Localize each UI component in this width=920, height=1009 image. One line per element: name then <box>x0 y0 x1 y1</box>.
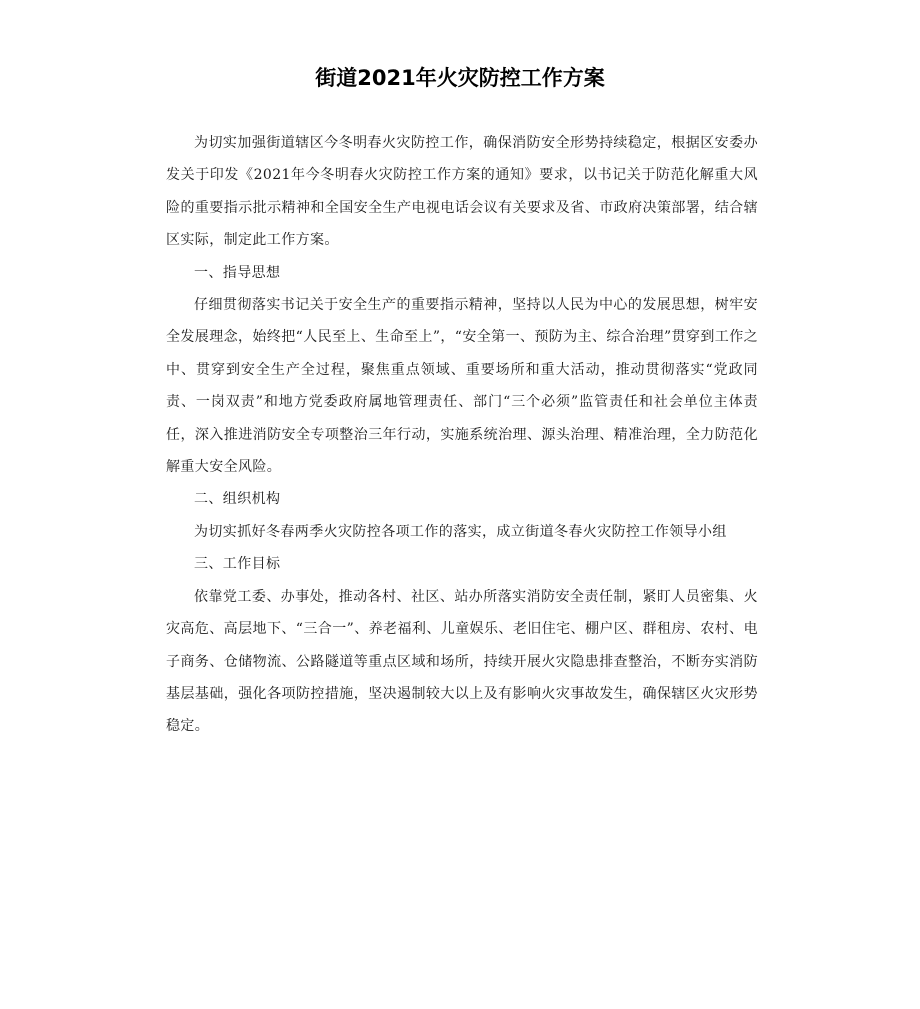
section-paragraph-work-goals: 依靠党工委、办事处，推动各村、社区、站办所落实消防安全责任制，紧盯人员密集、火灾高危、高层地下、“三合一”、养老福利、儿童娱乐、老旧住宅、棚户区、群租房、农村、电子商务、仓储物流、公路隧道等重点区域和场所，持续开展火灾隐患排查整治，不断夯实消防基层基础，强化各项防控措施，坚决遏制较大以上及有影响火灾事故发生，确保辖区火灾形势稳定。 <box>166 588 758 735</box>
section-heading-guiding-ideology: 一、指导思想 <box>194 264 281 281</box>
document-body <box>166 127 758 743</box>
section-heading-work-goals: 三、工作目标 <box>194 556 281 573</box>
document-title: 街道2021年火灾防控工作方案 <box>315 66 605 90</box>
intro-paragraph: 为切实加强街道辖区今冬明春火灾防控工作，确保消防安全形势持续稳定，根据区安委办发关于印发《2021年今冬明春火灾防控工作方案的通知》要求，以书记关于防范化解重大风险的重要指示批示精神和全国安全生产电视电话会议有关要求及省、市政府决策部署，结合辖区实际，制定此工作方案。 <box>166 135 758 249</box>
section-paragraph-guiding-ideology: 仔细贯彻落实书记关于安全生产的重要指示精神，坚持以人民为中心的发展思想，树牢安全发展理念，始终把“人民至上、生命至上”，“安全第一、预防为主、综合治理”贯穿到工作之中、贯穿到安全生产全过程，聚焦重点领域、重要场所和重大活动，推动贯彻落实“党政同责、一岗双责”和地方党委政府属地管理责任、部门“三个必须”监管责任和社会单位主体责任，深入推进消防安全专项整治三年行动，实施系统治理、源头治理、精准治理，全力防范化解重大安全风险。 <box>166 297 758 476</box>
section-paragraph-organization: 为切实抓好冬春两季火灾防控各项工作的落实，成立街道冬春火灾防控工作领导小组 <box>194 523 727 540</box>
section-heading-organization: 二、组织机构 <box>194 491 281 508</box>
